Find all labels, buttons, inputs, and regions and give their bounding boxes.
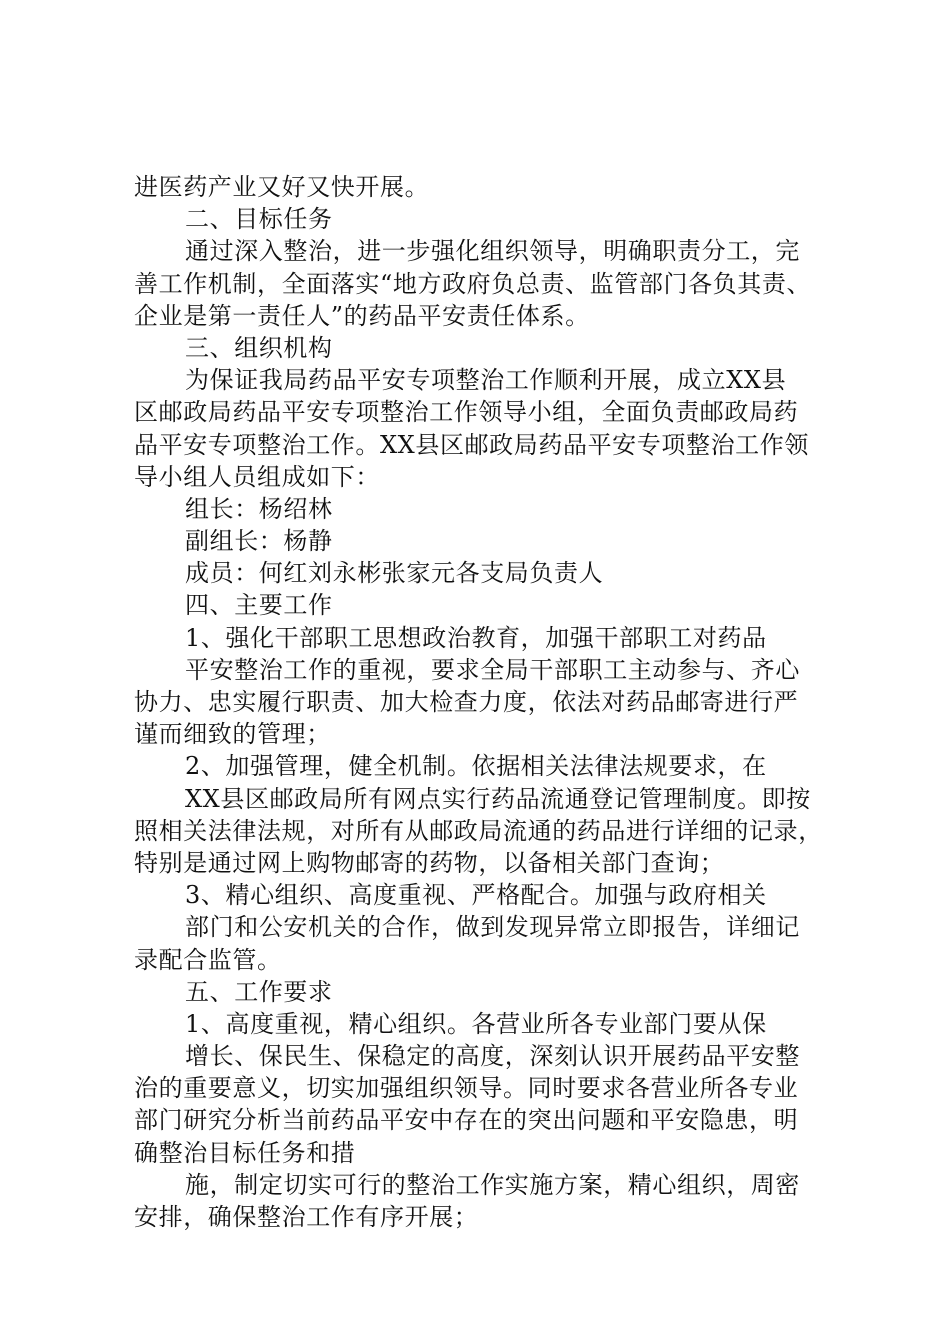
members-line: 成员：何红刘永彬张家元各支局负责人 (185, 559, 604, 588)
text-line-9: 品平安专项整治工作。XX县区邮政局药品平安专项整治工作领 (134, 430, 809, 459)
text-line-32: 施，制定切实可行的整治工作实施方案，精心组织，周密 (185, 1170, 800, 1199)
text-line-15: 1、强化干部职工思想政治教育，加强干部职工对药品 (185, 623, 767, 652)
section-heading-4: 四、主要工作 (185, 591, 333, 620)
text-line-3: 通过深入整治，进一步强化组织领导，明确职责分工，完 (185, 237, 800, 266)
section-heading-3: 三、组织机构 (185, 333, 333, 362)
text-line-5: 企业是第一责任人”的药品平安责任体系。 (134, 301, 590, 330)
text-line-17: 协力、忠实履行职责、加大检查力度，依法对药品邮寄进行严 (134, 688, 799, 716)
text-line-22: 特别是通过网上购物邮寄的药物，以备相关部门查询； (134, 848, 725, 877)
text-line-21: 照相关法律法规，对所有从邮政局流通的药品进行详细的记录， (134, 816, 823, 845)
text-line-1: 进医药产业又好又快开展。 (134, 173, 430, 201)
text-line-10: 导小组人员组成如下： (134, 462, 380, 491)
text-line-30: 部门研究分析当前药品平安中存在的突出问题和平安隐患，明 (134, 1106, 799, 1135)
text-line-31: 确整治目标任务和措 (134, 1138, 356, 1167)
text-line-16: 平安整治工作的重视，要求全局干部职工主动参与、齐心 (185, 655, 800, 684)
text-line-4: 善工作机制，全面落实“地方政府负总责、监管部门各负其责、 (134, 269, 812, 298)
text-line-7: 为保证我局药品平安专项整治工作顺利开展，成立XX县 (185, 366, 787, 395)
text-line-20: XX县区邮政局所有网点实行药品流通登记管理制度。即按 (185, 784, 811, 813)
section-heading-2: 二、目标任务 (185, 205, 333, 234)
text-line-28: 增长、保民生、保稳定的高度，深刻认识开展药品平安整 (185, 1042, 800, 1071)
section-heading-5: 五、工作要求 (185, 977, 333, 1006)
text-line-24: 部门和公安机关的合作，做到发现异常立即报告，详细记 (185, 913, 800, 942)
document-body (134, 171, 834, 1233)
text-line-25: 录配合监管。 (134, 945, 282, 974)
text-line-23: 3、精心组织、高度重视、严格配合。加强与政府相关 (185, 881, 767, 910)
text-line-27: 1、高度重视，精心组织。各营业所各专业部门要从保 (185, 1009, 767, 1038)
text-line-33: 安排，确保整治工作有序开展； (134, 1203, 479, 1231)
text-line-18: 谨而细致的管理； (134, 720, 331, 749)
deputy-leader-line: 副组长：杨静 (185, 527, 333, 556)
leader-line: 组长：杨绍林 (185, 494, 333, 523)
text-line-8: 区邮政局药品平安专项整治工作领导小组，全面负责邮政局药 (134, 398, 799, 427)
text-line-29: 治的重要意义，切实加强组织领导。同时要求各营业所各专业 (134, 1074, 799, 1103)
text-line-19: 2、加强管理，健全机制。依据相关法律法规要求，在 (185, 752, 767, 781)
